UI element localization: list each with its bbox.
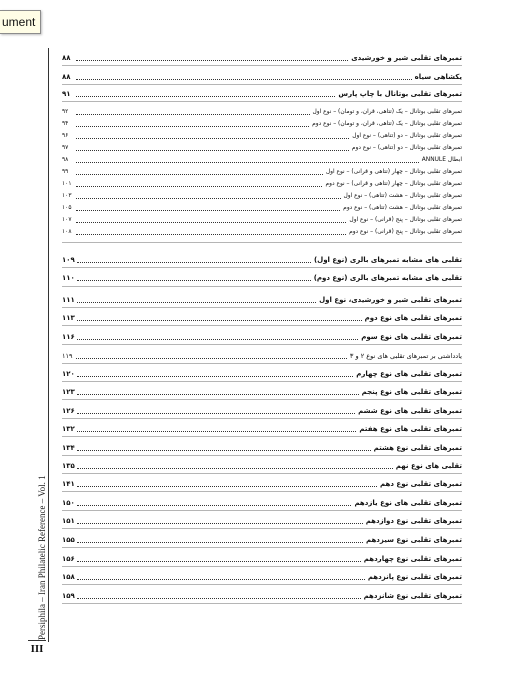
toc-leader-dots (77, 522, 363, 524)
toc-entry-page: ۱۱۶ (62, 333, 75, 341)
toc-entry[interactable] (62, 478, 462, 489)
toc-entry[interactable] (62, 312, 462, 323)
toc-entry[interactable] (62, 460, 462, 471)
toc-entry-title: تمبرهای تقلبی های نوع پنجم (361, 388, 462, 396)
toc-entry[interactable] (62, 214, 462, 225)
toc-entry-title: تقلبی های مشابه تمبرهای بالری (نوع اول) (313, 256, 462, 264)
toc-entry[interactable] (62, 254, 462, 265)
toc-leader-dots (77, 261, 311, 263)
toc-divider (62, 455, 462, 456)
toc-leader-dots (77, 560, 361, 562)
toc-entry[interactable] (62, 71, 462, 82)
toc-divider (62, 418, 462, 419)
toc-entry-title: تمبرهای تقلبی نوع دوازدهم (365, 517, 462, 525)
toc-entry-title: تمبرهای تقلبی نوع سیزدهم (365, 536, 462, 544)
toc-entry[interactable] (62, 88, 462, 99)
toc-leader-dots (77, 541, 363, 543)
toc-entry[interactable] (62, 590, 462, 601)
toc-leader-dots (76, 125, 309, 127)
toc-entry-title: تمبرهای تقلبی بوتانال – دو (تتاهی) – نوع اول (352, 133, 462, 139)
toc-leader-dots (77, 449, 371, 451)
toc-entry-title: تمبرهای تقلبی بوتانال با چاپ پارس (338, 90, 462, 98)
toc-leader-dots (77, 393, 359, 395)
toc-leader-dots (76, 185, 322, 187)
toc-entry[interactable] (62, 106, 462, 117)
toc-entry-title: تمبرهای تقلبی نوع پانزدهم (367, 573, 462, 581)
toc-entry-page: ۱۵۰ (62, 499, 75, 507)
toc-entry-page: ۱۰۸ (62, 229, 72, 235)
toc-entry-title: تمبرهای تقلبی نوع شانزدهم (363, 592, 462, 600)
toc-divider (62, 491, 462, 492)
toc-divider (62, 566, 462, 567)
toc-entry-page: ۱۰۹ (62, 256, 75, 264)
toc-entry-page: ۱۵۶ (62, 555, 75, 563)
toc-entry-page: ۹۶ (62, 133, 69, 139)
toc-entry-title: تمبرهای تقلبی بوتانال – چهار (تتاهی و قرانی) – نوع دوم (325, 181, 462, 187)
toc-entry[interactable] (62, 423, 462, 434)
toc-leader-dots (77, 504, 352, 506)
toc-leader-dots (76, 137, 349, 139)
toc-entry-title: تقلبی های نوع نهم (395, 462, 462, 470)
toc-entry[interactable] (62, 52, 462, 63)
toc-divider (62, 510, 462, 511)
toc-entry[interactable] (62, 571, 462, 582)
toc-entry[interactable] (62, 442, 462, 453)
toc-divider (62, 325, 462, 326)
toc-entry-page: ۱۰۷ (62, 217, 72, 223)
toc-leader-dots (76, 161, 419, 163)
toc-entry[interactable] (62, 154, 462, 165)
toc-entry-page: ۱۱۹ (62, 352, 73, 360)
toc-divider (62, 547, 462, 548)
toc-entry-title: تمبرهای تقلبی بوتانال – پنج (قرانی) – نوع اول (349, 217, 462, 223)
toc-divider (62, 65, 462, 66)
toc-leader-dots (77, 375, 353, 377)
toc-leader-dots (77, 279, 311, 281)
toc-entry[interactable] (62, 497, 462, 508)
toc-entry-page: ۹۲ (62, 109, 69, 115)
toc-divider (62, 603, 462, 604)
toc-leader-dots (77, 578, 365, 580)
toc-entry[interactable] (62, 202, 462, 213)
toc-entry[interactable] (62, 130, 462, 141)
toc-entry-page: ۱۲۳ (62, 388, 75, 396)
toc-entry-page: ۱۳۵ (62, 462, 75, 470)
toc-entry-title: تمبرهای تقلبی بوتانال – یک (تتاهی، قران، و تومان) – نوع دوم (312, 121, 462, 127)
toc-divider (62, 267, 462, 268)
toc-entry-title: تمبرهای تقلبی نوع هشتم (373, 444, 462, 452)
toc-entry-page: ۱۵۵ (62, 536, 75, 544)
spine-title: Persiphila – Iran Philatelic Reference – Vol. 1 (37, 475, 47, 640)
toc-entry[interactable] (62, 350, 462, 361)
toc-entry[interactable] (62, 166, 462, 177)
toc-leader-dots (76, 233, 346, 235)
toc-entry-page: ۹۱ (62, 90, 71, 98)
toc-leader-dots (77, 430, 357, 432)
toc-entry-page: ۱۱۳ (62, 314, 75, 322)
toc-entry-page: ۹۹ (62, 169, 69, 175)
toc-entry[interactable] (62, 386, 462, 397)
toc-entry-title: تمبرهای تقلبی بوتانال – هشت (تتاهی) – نوع اول (343, 193, 462, 199)
toc-entry-page: ۱۳۴ (62, 444, 75, 452)
toc-entry-title: تمبرهای تقلبی های نوع هفتم (359, 425, 462, 433)
toc-entry-page: ۱۵۸ (62, 573, 75, 581)
toc-entry[interactable] (62, 294, 462, 305)
toc-divider (62, 528, 462, 529)
toc-entry-title: تمبرهای تقلبی نوع چهاردهم (363, 555, 462, 563)
toc-entry[interactable] (62, 272, 462, 283)
toc-entry-page: ۹۸ (62, 157, 69, 163)
toc-entry-title: تمبرهای تقلبی شیر و خورشیدی، نوع اول (319, 296, 462, 304)
toc-leader-dots (77, 467, 393, 469)
toc-entry-page: ۸۸ (62, 73, 71, 81)
toc-leader-dots (76, 197, 341, 199)
toc-entry-title: تمبرهای تقلبی شیر و خورشیدی (351, 54, 462, 62)
toc-leader-dots (76, 149, 349, 151)
toc-entry-title: تمبرهای تقلبی بوتانال – پنج (قرانی) – نوع دوم (349, 229, 462, 235)
toc-leader-dots (77, 301, 316, 303)
toc-leader-dots (77, 485, 377, 487)
document-title-tab[interactable] (0, 10, 41, 34)
margin-rule (48, 48, 49, 642)
toc-leader-dots (76, 59, 348, 61)
toc-leader-dots (76, 113, 310, 115)
toc-entry-title: تمبرهای تقلبی های نوع چهارم (356, 370, 462, 378)
toc-divider (62, 286, 462, 287)
toc-entry[interactable] (62, 142, 462, 153)
toc-divider (62, 344, 462, 345)
toc-entry[interactable] (62, 226, 462, 237)
toc-entry[interactable] (62, 368, 462, 379)
toc-entry[interactable] (62, 405, 462, 416)
toc-entry-title: ابطال ANNULE (421, 157, 462, 163)
toc-entry-title: تمبرهای تقلبی بوتانال – یک (تتاهی، قران، و تومان) – نوع اول (312, 109, 462, 115)
toc-entry-page: ۹۷ (62, 145, 69, 151)
toc-entry-page: ۱۲۶ (62, 407, 75, 415)
toc-entry-title: تمبرهای تقلبی های نوع یازدهم (354, 499, 462, 507)
toc-entry-title: تمبرهای تقلبی بوتانال – هشت (تتاهی) – نوع دوم (343, 205, 462, 211)
toc-entry-title: تمبرهای تقلبی بوتانال – دو (تتاهی) – نوع دوم (351, 145, 462, 151)
toc-divider (62, 101, 462, 102)
toc-leader-dots (76, 173, 323, 175)
toc-entry-page: ۱۵۹ (62, 592, 75, 600)
toc-entry-title: تقلبی های مشابه تمبرهای بالری (نوع دوم) (313, 274, 462, 282)
toc-entry[interactable] (62, 118, 462, 129)
toc-entry-page: ۱۲۰ (62, 370, 75, 378)
toc-entry[interactable] (62, 553, 462, 564)
toc-divider (62, 436, 462, 437)
toc-entry[interactable] (62, 515, 462, 526)
toc-divider (62, 381, 462, 382)
toc-entry[interactable] (62, 190, 462, 201)
toc-entry-title: یکشاهی سیاه (414, 73, 462, 81)
document-title-tab-text: ument (2, 15, 36, 29)
toc-entry-page: ۱۳۲ (62, 425, 75, 433)
toc-entry-title: تمبرهای تقلبی های نوع سوم (361, 333, 462, 341)
toc-entry-page: ۱۰۵ (62, 205, 72, 211)
toc-entry-page: ۱۰۱ (62, 181, 72, 187)
toc-leader-dots (77, 319, 362, 321)
toc-leader-dots (76, 95, 335, 97)
toc-entry[interactable] (62, 331, 462, 342)
toc-entry-page: ۱۱۰ (62, 274, 75, 282)
toc-entry[interactable] (62, 178, 462, 189)
table-of-contents (62, 0, 462, 685)
toc-entry-page: ۹۴ (62, 121, 69, 127)
toc-divider (62, 307, 462, 308)
toc-entry-title: تمبرهای تقلبی بوتانال – چهار (تتاهی و قرانی) – نوع اول (325, 169, 462, 175)
toc-leader-dots (76, 357, 347, 359)
toc-divider (62, 84, 462, 85)
toc-entry-page: ۸۸ (62, 54, 71, 62)
toc-entry-title: تمبرهای تقلبی های نوع دوم (364, 314, 462, 322)
toc-entry-page: ۱۵۱ (62, 517, 75, 525)
toc-entry-title: یادداشتی بر تمبرهای تقلبی های نوع ۲ و ۳ (349, 352, 462, 360)
toc-leader-dots (77, 597, 361, 599)
toc-entry[interactable] (62, 534, 462, 545)
toc-entry-title: تمبرهای تقلبی های نوع ششم (358, 407, 462, 415)
toc-leader-dots (76, 221, 346, 223)
toc-entry-page: ۱۱۱ (62, 296, 75, 304)
toc-leader-dots (77, 338, 358, 340)
toc-divider (62, 399, 462, 400)
toc-leader-dots (77, 412, 355, 414)
toc-entry-page: ۱۴۱ (62, 480, 75, 488)
toc-leader-dots (76, 78, 412, 80)
toc-divider (62, 473, 462, 474)
page-number: III (28, 640, 46, 655)
toc-entry-page: ۱۰۳ (62, 193, 72, 199)
toc-divider (62, 584, 462, 585)
toc-leader-dots (76, 209, 340, 211)
toc-divider (62, 242, 462, 243)
toc-entry-title: تمبرهای تقلبی نوع دهم (380, 480, 462, 488)
toc-divider (62, 363, 462, 364)
